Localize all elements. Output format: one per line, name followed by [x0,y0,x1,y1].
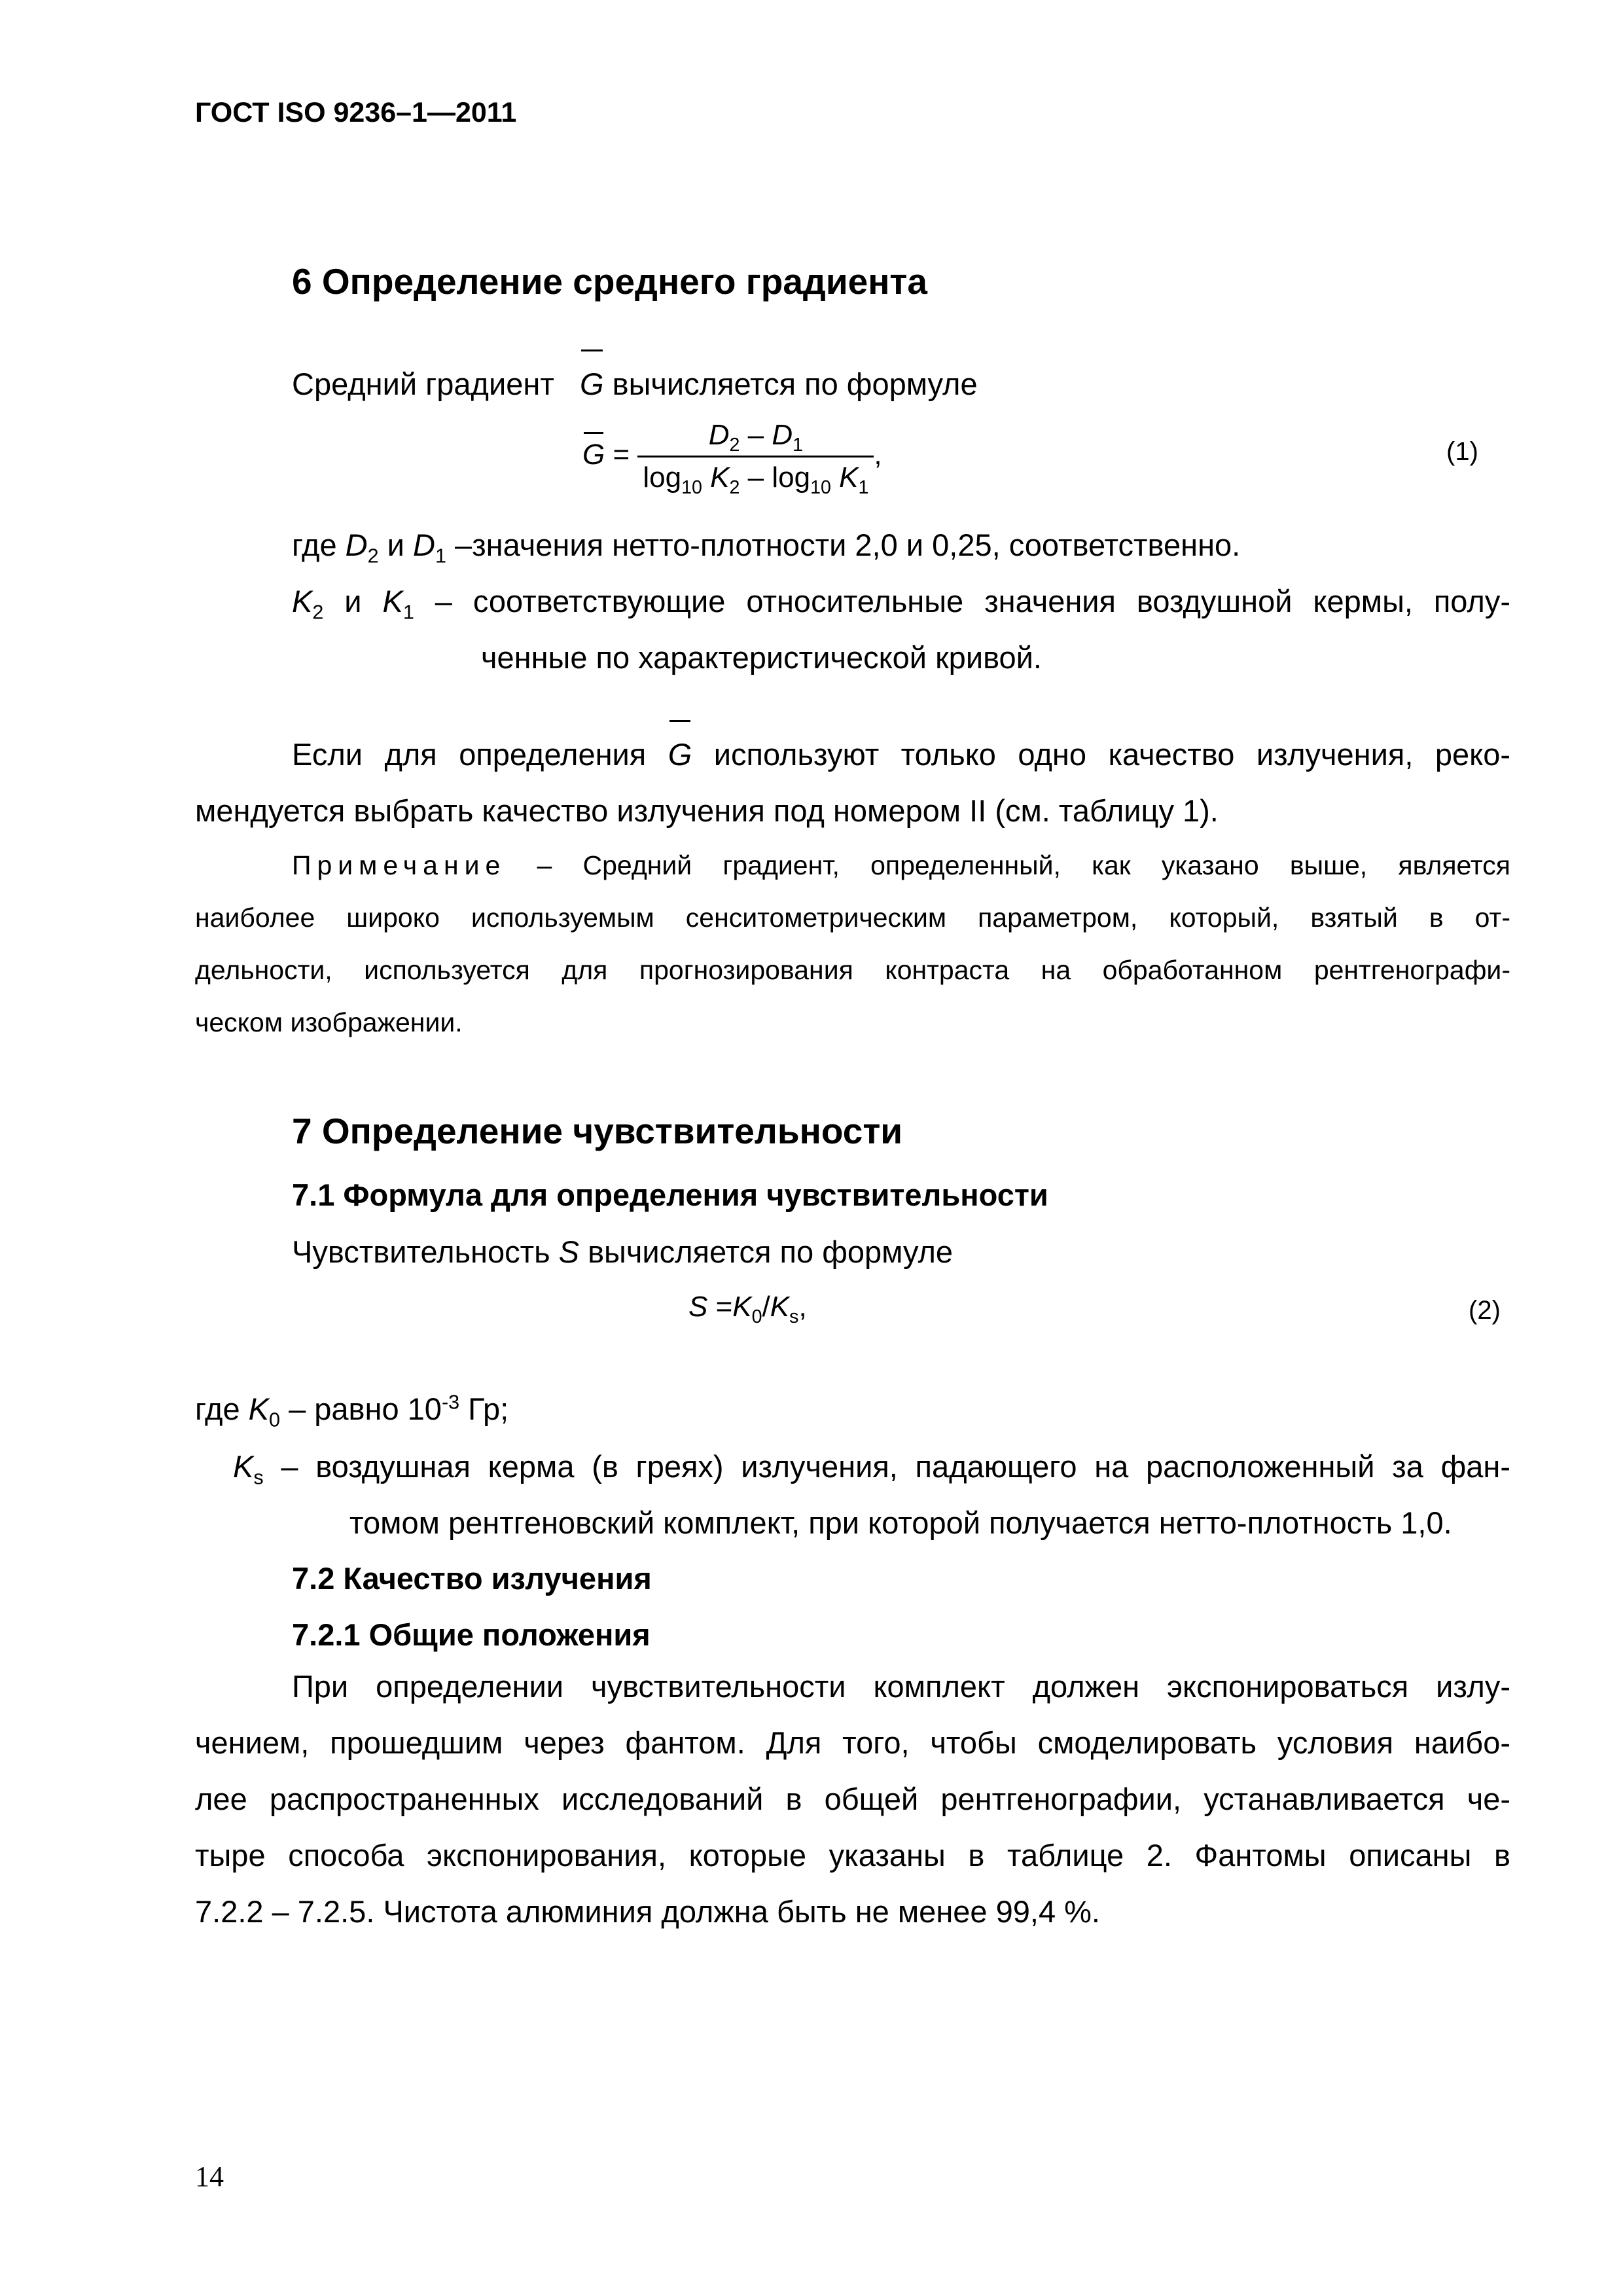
section-7-where-k0: где $K_0$ – равно $10^{-3}$ Гр; [195,1391,509,1431]
note-label: Примечание [292,850,507,880]
section-7-1-title: 7.1 Формула для определения чувствительности [292,1177,1048,1212]
section-7-para-line5: 7.2.2 – 7.2.5. Чистота алюминия должна быть не менее 99,4 %. [195,1894,1100,1929]
section-7-2-title: 7.2 Качество излучения [292,1561,652,1596]
intro-text: Средний градиент [292,367,554,401]
formula-1-comma: , [874,439,882,471]
g-bar-symbol: G [580,356,604,412]
note-line3: дельности, используется для прогнозирования контраста на обработанном рентгенографи- [195,955,1510,985]
section-7-para-line2: чением, прошедшим через фантом. Для того, чтобы смоделировать условия наибо- [195,1725,1510,1760]
section-6-where-d: где $D_2$ и $D_1$ –значения нетто-плотности 2,0 и 0,25, соответственно. [292,528,1241,567]
section-6-where-k-line1: $K_2$ и $K_1$ – соответствующие относительные значения воздушной кермы, полу- [292,584,1510,624]
standard-id: ГОСТ ISO 9236–1—2011 [195,97,517,128]
section-6-intro [292,356,978,412]
section-7-para-line3: лее распространенных исследований в общей рентгенографии, устанавливается че- [195,1782,1510,1816]
formula-1-number: (1) [1446,437,1478,466]
note-line1: Примечание – Средний градиент, определенный, как указано выше, является [292,850,1510,880]
section-6-title: 6 Определение среднего градиента [292,261,927,302]
formula-1-eq: = [613,439,630,471]
intro-text-post: вычисляется по формуле [612,367,978,401]
section-7-2-1-title: 7.2.1 Общие положения [292,1617,651,1652]
formula-1 [582,419,882,498]
formula-2: $S =K_0/K_s$, [688,1291,807,1327]
section-7-where-ks-line2: томом рентгеновский комплект, при которой получается нетто-плотность 1,0. [349,1505,1452,1540]
formula-2-number: (2) [1469,1296,1501,1325]
section-6-where-k-line2: ченные по характеристической кривой. [481,640,1042,675]
formula-1-numerator: $D_2 - D_1$ [637,419,874,457]
note-line2: наиболее широко используемым сенситометрическим параметром, который, взятый в от- [195,903,1510,933]
section-7-para-line1: При определении чувствительности комплект должен экспонироваться излу- [292,1669,1510,1704]
section-6-para-line2: мендуется выбрать качество излучения под номером II (см. таблицу 1). [195,793,1219,828]
g-bar-symbol-2: G [668,726,692,783]
section-7-where-ks-line1: $K_s$ – воздушная керма (в греях) излучения, падающего на расположенный за фан- [233,1449,1510,1489]
note-line4: ческом изображении. [195,1007,463,1037]
section-6-para-line1: Если для определения G используют только одно качество излучения, реко- [292,726,1510,783]
formula-1-lhs: G [582,439,605,471]
page-number: 14 [195,2161,224,2193]
section-7-para-line4: тыре способа экспонирования, которые указаны в таблице 2. Фантомы описаны в [195,1838,1510,1873]
formula-1-denominator: $\log_{10} K_2 - \log_{10} K_1$ [643,461,869,498]
section-7-intro: Чувствительность S вычисляется по формуле [292,1234,954,1269]
formula-1-fraction [637,419,874,498]
section-7-title: 7 Определение чувствительности [292,1111,903,1151]
